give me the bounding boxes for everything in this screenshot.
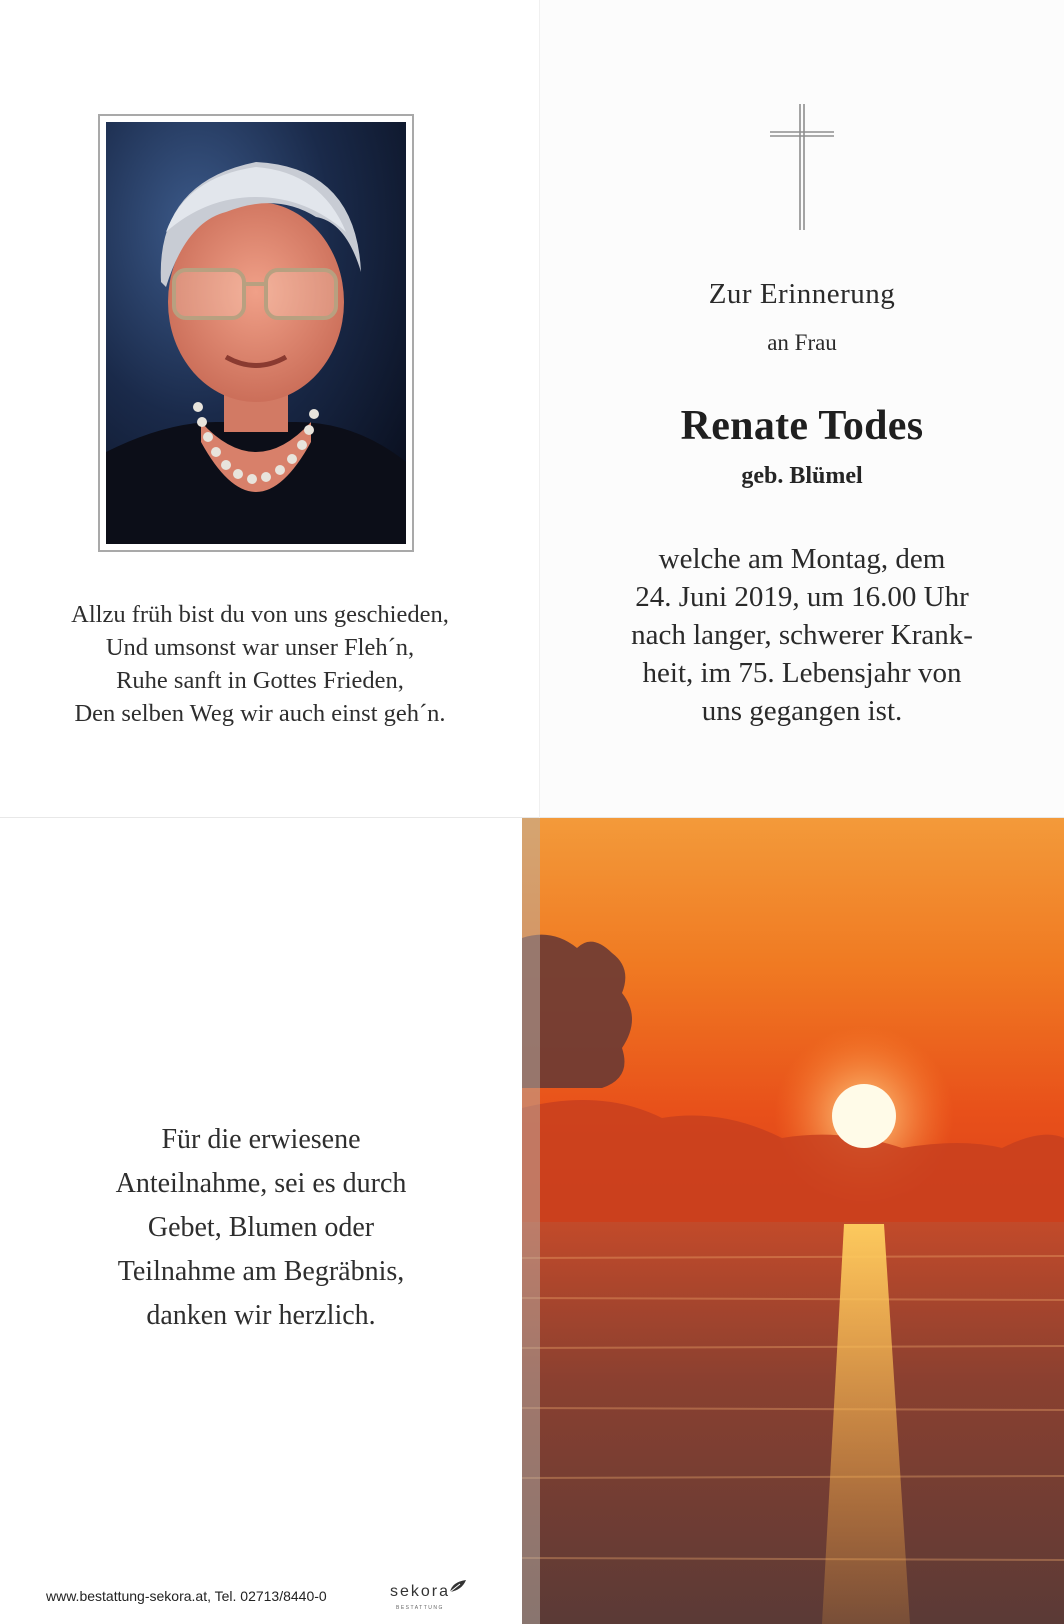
death-line: heit, im 75. Lebensjahr von bbox=[642, 657, 962, 689]
thanks-line: Teilnahme am Begräbnis, bbox=[117, 1256, 405, 1287]
intro-heading: Zur Erinnerung bbox=[708, 278, 896, 310]
thanks-line: Gebet, Blumen oder bbox=[147, 1212, 375, 1243]
death-line: welche am Montag, dem bbox=[658, 543, 946, 575]
footer-contact: www.bestattung-sekora.at, Tel. 02713/8440-0 bbox=[46, 1588, 327, 1604]
thanks-line: Für die erwiesene bbox=[161, 1124, 361, 1155]
sunset-image-panel bbox=[522, 818, 1064, 1624]
notice-panel bbox=[540, 0, 1064, 818]
poem-line: Allzu früh bist du von uns geschieden, bbox=[71, 601, 449, 628]
poem-line: Den selben Weg wir auch einst geh´n. bbox=[74, 700, 446, 727]
portrait-frame bbox=[98, 114, 414, 552]
sunset-image bbox=[522, 818, 1064, 1624]
death-notice bbox=[540, 540, 1064, 730]
death-line: 24. Juni 2019, um 16.00 Uhr bbox=[635, 581, 969, 613]
photo-panel bbox=[0, 0, 540, 818]
thanks-line: Anteilnahme, sei es durch bbox=[115, 1168, 407, 1199]
poem-line: Ruhe sanft in Gottes Frieden, bbox=[116, 667, 404, 694]
portrait-photo bbox=[106, 122, 406, 544]
death-line: uns gegangen ist. bbox=[701, 695, 903, 727]
deceased-name: Renate Todes bbox=[680, 403, 924, 449]
leaf-icon bbox=[448, 1578, 468, 1594]
fold-line-vertical bbox=[539, 0, 540, 818]
thanks-panel bbox=[0, 818, 522, 1624]
fold-line-horizontal bbox=[0, 817, 1064, 818]
poem bbox=[0, 598, 520, 730]
salutation: an Frau bbox=[767, 330, 837, 355]
cross-icon bbox=[766, 102, 838, 232]
death-line: nach langer, schwerer Krank- bbox=[631, 619, 973, 651]
brand-subtitle: BESTATTUNG bbox=[396, 1605, 444, 1611]
thanks-line: danken wir herzlich. bbox=[146, 1300, 376, 1331]
thanks-text bbox=[0, 1118, 522, 1338]
brand-logo: sekora bbox=[390, 1583, 451, 1600]
birth-name: geb. Blümel bbox=[741, 463, 863, 489]
poem-line: Und umsonst war unser Fleh´n, bbox=[105, 634, 415, 661]
